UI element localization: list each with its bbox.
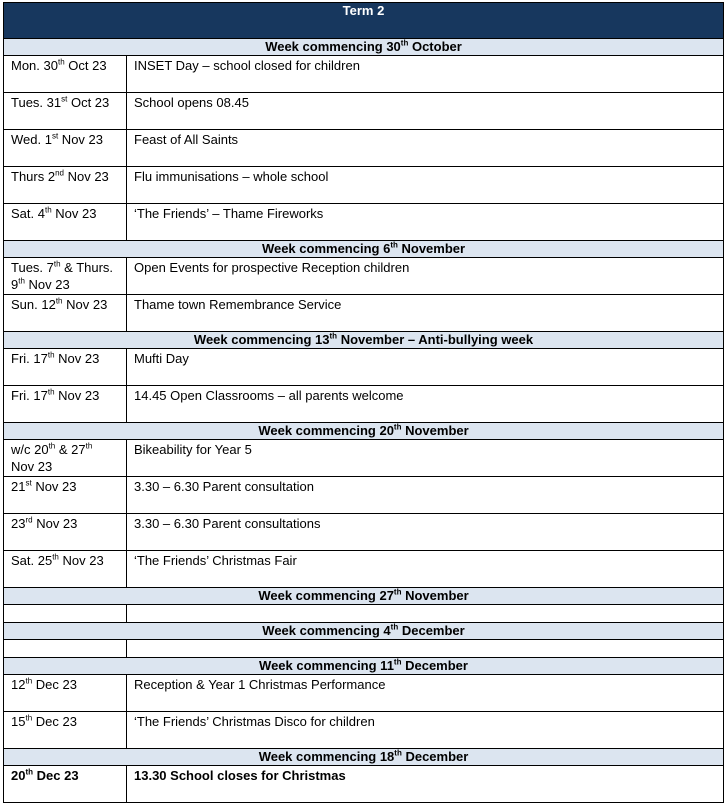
week-heading-text: Week commencing 27 [258,588,394,603]
event-date-text: Tues. 31 [11,95,62,110]
event-row [4,551,724,588]
week-heading-text: November [401,588,469,603]
week-heading-text: Week commencing 4 [262,623,391,638]
event-date-text: Nov 23 [32,516,78,531]
event-row [4,766,724,803]
event-date-text: 12 [11,677,26,692]
event-row [4,477,724,514]
event-row [4,56,724,93]
week-heading-row [4,749,724,766]
event-date-text: Fri. 17 [11,388,48,403]
event-date-text: Dec 23 [32,677,77,692]
event-row [4,675,724,712]
week-heading [4,39,724,56]
event-date-text: Nov 23 [63,169,109,184]
event-date-ordinal: st [61,94,68,104]
week-heading-text: Week commencing 30 [265,39,401,54]
week-heading-text: Week commencing 13 [193,332,330,347]
event-row [4,514,724,551]
term-calendar-table [3,2,724,803]
event-row [4,130,724,167]
event-date-text: Oct 23 [64,58,107,73]
week-heading-row [4,623,724,640]
event-date-text: Nov 23 [62,297,108,312]
event-date-text: Nov 23 [24,277,70,292]
event-date-ordinal: th [47,387,55,397]
event-date-cell [4,675,127,712]
week-heading-ordinal: th [393,587,402,597]
event-row [4,440,724,477]
event-date-text: Sat. 25 [11,553,53,568]
week-heading-ordinal: th [390,622,399,632]
event-description: Mufti Day [127,349,724,386]
event-date-text: 9 [11,277,19,292]
week-heading-row [4,332,724,349]
empty-event-row [4,605,724,623]
event-date-text: Nov 23 [11,459,53,474]
week-heading-text: October [408,39,462,54]
event-date-ordinal: th [25,767,34,777]
event-date-text: Nov 23 [54,388,100,403]
event-row [4,349,724,386]
event-date-text: Nov 23 [51,206,97,221]
event-row [4,295,724,332]
event-date-text: Sun. 12 [11,297,56,312]
event-date-text: 21 [11,479,26,494]
event-row [4,93,724,130]
event-date-cell [4,130,127,167]
event-date-cell [4,766,127,803]
event-date-cell [4,514,127,551]
week-heading [4,658,724,675]
event-date-cell [4,349,127,386]
event-description: ‘The Friends’ Christmas Disco for children [127,712,724,749]
event-date-cell [4,386,127,423]
event-date-text: w/c 20 [11,442,49,457]
week-heading-text: Week commencing 6 [261,241,391,256]
week-heading-ordinal: th [393,657,402,667]
event-date-text: Wed. 1 [11,132,52,147]
event-description-cell [127,640,724,658]
event-date-ordinal: th [52,552,59,562]
event-date-cell [4,258,127,295]
event-date-text: Nov 23 [58,132,103,147]
event-date-cell [4,167,127,204]
event-date-ordinal: st [51,131,59,141]
week-heading-text: November [401,423,469,438]
event-description: 3.30 – 6.30 Parent consultation [127,477,724,514]
week-heading-row [4,39,724,56]
term-title: Term 2 [4,3,724,39]
event-row [4,386,724,423]
week-heading-text: Week commencing 11 [259,658,394,673]
event-date-cell [4,551,127,588]
event-date-text: Sat. 4 [11,206,45,221]
week-heading [4,423,724,440]
week-heading [4,332,724,349]
event-date-ordinal: st [25,478,32,488]
week-heading-ordinal: th [329,331,338,341]
week-heading [4,241,724,258]
event-description: Reception & Year 1 Christmas Performance [127,675,724,712]
week-heading [4,623,724,640]
event-date-text: Fri. 17 [11,351,48,366]
event-date-ordinal: nd [55,168,64,178]
event-date-ordinal: th [55,296,63,306]
event-row [4,204,724,241]
week-heading-row [4,423,724,440]
event-date-ordinal: rd [25,515,33,525]
event-date-text: Nov 23 [31,479,77,494]
event-date-cell [4,56,127,93]
event-date-cell [4,295,127,332]
week-heading-text: December [401,749,469,764]
week-heading-text: December [398,623,465,638]
event-date-text: 23 [11,516,26,531]
empty-event-row [4,640,724,658]
week-heading-ordinal: th [394,748,402,758]
week-heading-ordinal: th [393,422,402,432]
week-heading-row [4,658,724,675]
week-heading-text: November [397,241,466,256]
week-heading-text: Week commencing 18 [258,749,395,764]
event-date-text: Dec 23 [33,768,79,783]
event-date-cell [4,605,127,623]
event-row [4,258,724,295]
event-description: 13.30 School closes for Christmas [127,766,724,803]
event-date-text: Oct 23 [67,95,110,110]
week-heading-ordinal: th [400,38,409,48]
event-date-ordinal: th [18,276,25,286]
event-date-ordinal: th [48,441,56,451]
event-description: Open Events for prospective Reception children [127,258,724,295]
event-row [4,167,724,204]
event-date-ordinal: th [25,713,33,723]
event-description: Flu immunisations – whole school [127,167,724,204]
event-date-ordinal: th [44,205,52,215]
event-description: INSET Day – school closed for children [127,56,724,93]
event-date-text: Thurs 2 [11,169,56,184]
event-description-cell [127,605,724,623]
event-description: 14.45 Open Classrooms – all parents welcome [127,386,724,423]
week-heading-row [4,588,724,605]
event-date-text: 15 [11,714,26,729]
event-date-text: 20 [11,768,26,783]
event-description: Bikeability for Year 5 [127,440,724,477]
event-description: School opens 08.45 [127,93,724,130]
event-date-cell [4,204,127,241]
event-date-text: Tues. 7 [11,260,54,275]
event-description: 3.30 – 6.30 Parent consultations [127,514,724,551]
event-date-ordinal: th [53,259,61,269]
event-date-ordinal: th [85,441,93,451]
event-row [4,712,724,749]
event-date-text: & Thurs. [60,260,114,275]
event-description: ‘The Friends’ – Thame Fireworks [127,204,724,241]
event-date-cell [4,93,127,130]
event-date-ordinal: th [57,57,65,67]
event-date-cell [4,712,127,749]
week-heading [4,749,724,766]
event-description: Feast of All Saints [127,130,724,167]
week-heading-ordinal: th [390,240,398,250]
event-date-text: Mon. 30 [11,58,58,73]
week-heading-text: Week commencing 20 [258,423,394,438]
week-heading-text: December [401,658,468,673]
week-heading-row [4,241,724,258]
event-date-text: Nov 23 [58,553,104,568]
event-date-text: Dec 23 [32,714,77,729]
title-row [4,3,724,39]
event-description: ‘The Friends’ Christmas Fair [127,551,724,588]
event-date-cell [4,477,127,514]
event-date-text: & 27 [55,442,86,457]
event-date-ordinal: th [25,676,33,686]
event-date-cell [4,640,127,658]
week-heading [4,588,724,605]
event-date-cell [4,440,127,477]
event-description: Thame town Remembrance Service [127,295,724,332]
event-date-text: Nov 23 [54,351,100,366]
week-heading-text: November – Anti-bullying week [337,332,534,347]
event-date-ordinal: th [47,350,55,360]
